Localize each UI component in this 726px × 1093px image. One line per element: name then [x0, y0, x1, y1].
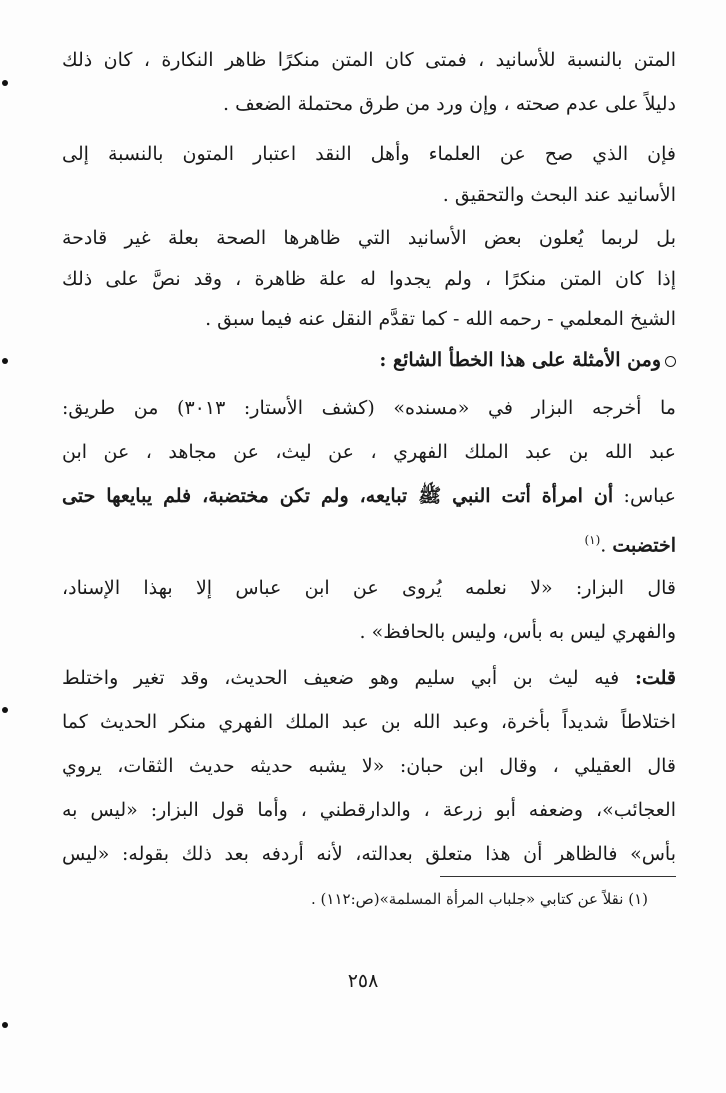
hadith-text: اختضبت	[612, 534, 676, 557]
heading-text: ومن الأمثلة على هذا الخطأ الشائع :	[379, 349, 661, 371]
text-line-10: عبد الله بن عبد الملك الفهري ، عن ليث، عن مجاهد ، عن ابن	[62, 441, 676, 463]
scan-mark	[2, 358, 8, 364]
hadith-text: أن امرأة أتت النبي ﷺ تبايعه، ولم تكن مختضبة، فلم يبايعها حتى	[62, 485, 614, 507]
text-line-11	[62, 481, 676, 511]
text-line-7: الشيخ المعلمي - رحمه الله - كما تقدَّم النقل عنه فيما سبق .	[205, 308, 676, 330]
footnote-divider	[440, 876, 676, 877]
plain-text: عباس:	[613, 485, 676, 507]
text-line-5: بل لربما يُعلون بعض الأسانيد التي ظاهرها الصحة بعلة غير قادحة	[62, 227, 676, 249]
text-line-9: ما أخرجه البزار في «مسنده» (كشف الأستار: ٣٠١٣) من طريق:	[62, 397, 676, 419]
text-line-17: قال العقيلي ، وقال ابن حبان: «لا يشبه حديثه حديث الثقات، يروي	[62, 755, 676, 777]
text-line-1: المتن بالنسبة للأسانيد ، فمتى كان المتن منكرًا ظاهر النكارة ، كان ذلك	[62, 49, 676, 71]
text-line-14: والفهري ليس به بأس، وليس بالحافظ» .	[359, 621, 676, 643]
text-line-3: فإن الذي صح عن العلماء وأهل النقد اعتبار المتون بالنسبة إلى	[62, 143, 676, 165]
text-line-2: دليلاً على عدم صحته ، وإن ورد من طرق محتملة الضعف .	[222, 93, 676, 115]
text-line-16: اختلاطاً شديداً بأخرة، وعبد الله بن عبد الملك الفهري منكر الحديث كما	[62, 711, 676, 733]
plain-text: فيه ليث بن أبي سليم وهو ضعيف الحديث، وقد تغير واختلط	[62, 667, 635, 689]
text-line-13: قال البزار: «لا نعلمه يُروى عن ابن عباس إلا بهذا الإسناد،	[62, 577, 676, 599]
text-line-19: بأس» فالظاهر أن هذا متعلق بعدالته، لأنه أردفه بعد ذلك بقوله: «ليس	[62, 843, 676, 865]
section-heading	[62, 345, 676, 375]
page-number: ٢٥٨	[347, 970, 379, 992]
text-line-6: إذا كان المتن منكرًا ، ولم يجدوا له علة ظاهرة ، وقد نصَّ على ذلك	[62, 268, 676, 290]
footnote: (١) نقلاً عن كتابي «جلباب المرأة المسلمة»(ص:١١٢) .	[311, 890, 648, 908]
qultu-label: قلت:	[634, 667, 676, 689]
text-line-4: الأسانيد عند البحث والتحقيق .	[442, 184, 676, 206]
scan-mark	[2, 1022, 8, 1028]
plain-text: .	[600, 534, 613, 557]
scan-mark	[2, 707, 8, 713]
text-line-15	[62, 663, 676, 693]
text-line-18: العجائب»، وضعفه أبو زرعة ، والدارقطني ، وأما قول البزار: «ليس به	[62, 799, 676, 821]
footnote-ref: (١)	[584, 533, 601, 547]
scan-mark	[2, 80, 8, 86]
circle-bullet-icon	[665, 356, 676, 367]
text-line-12	[62, 525, 676, 560]
